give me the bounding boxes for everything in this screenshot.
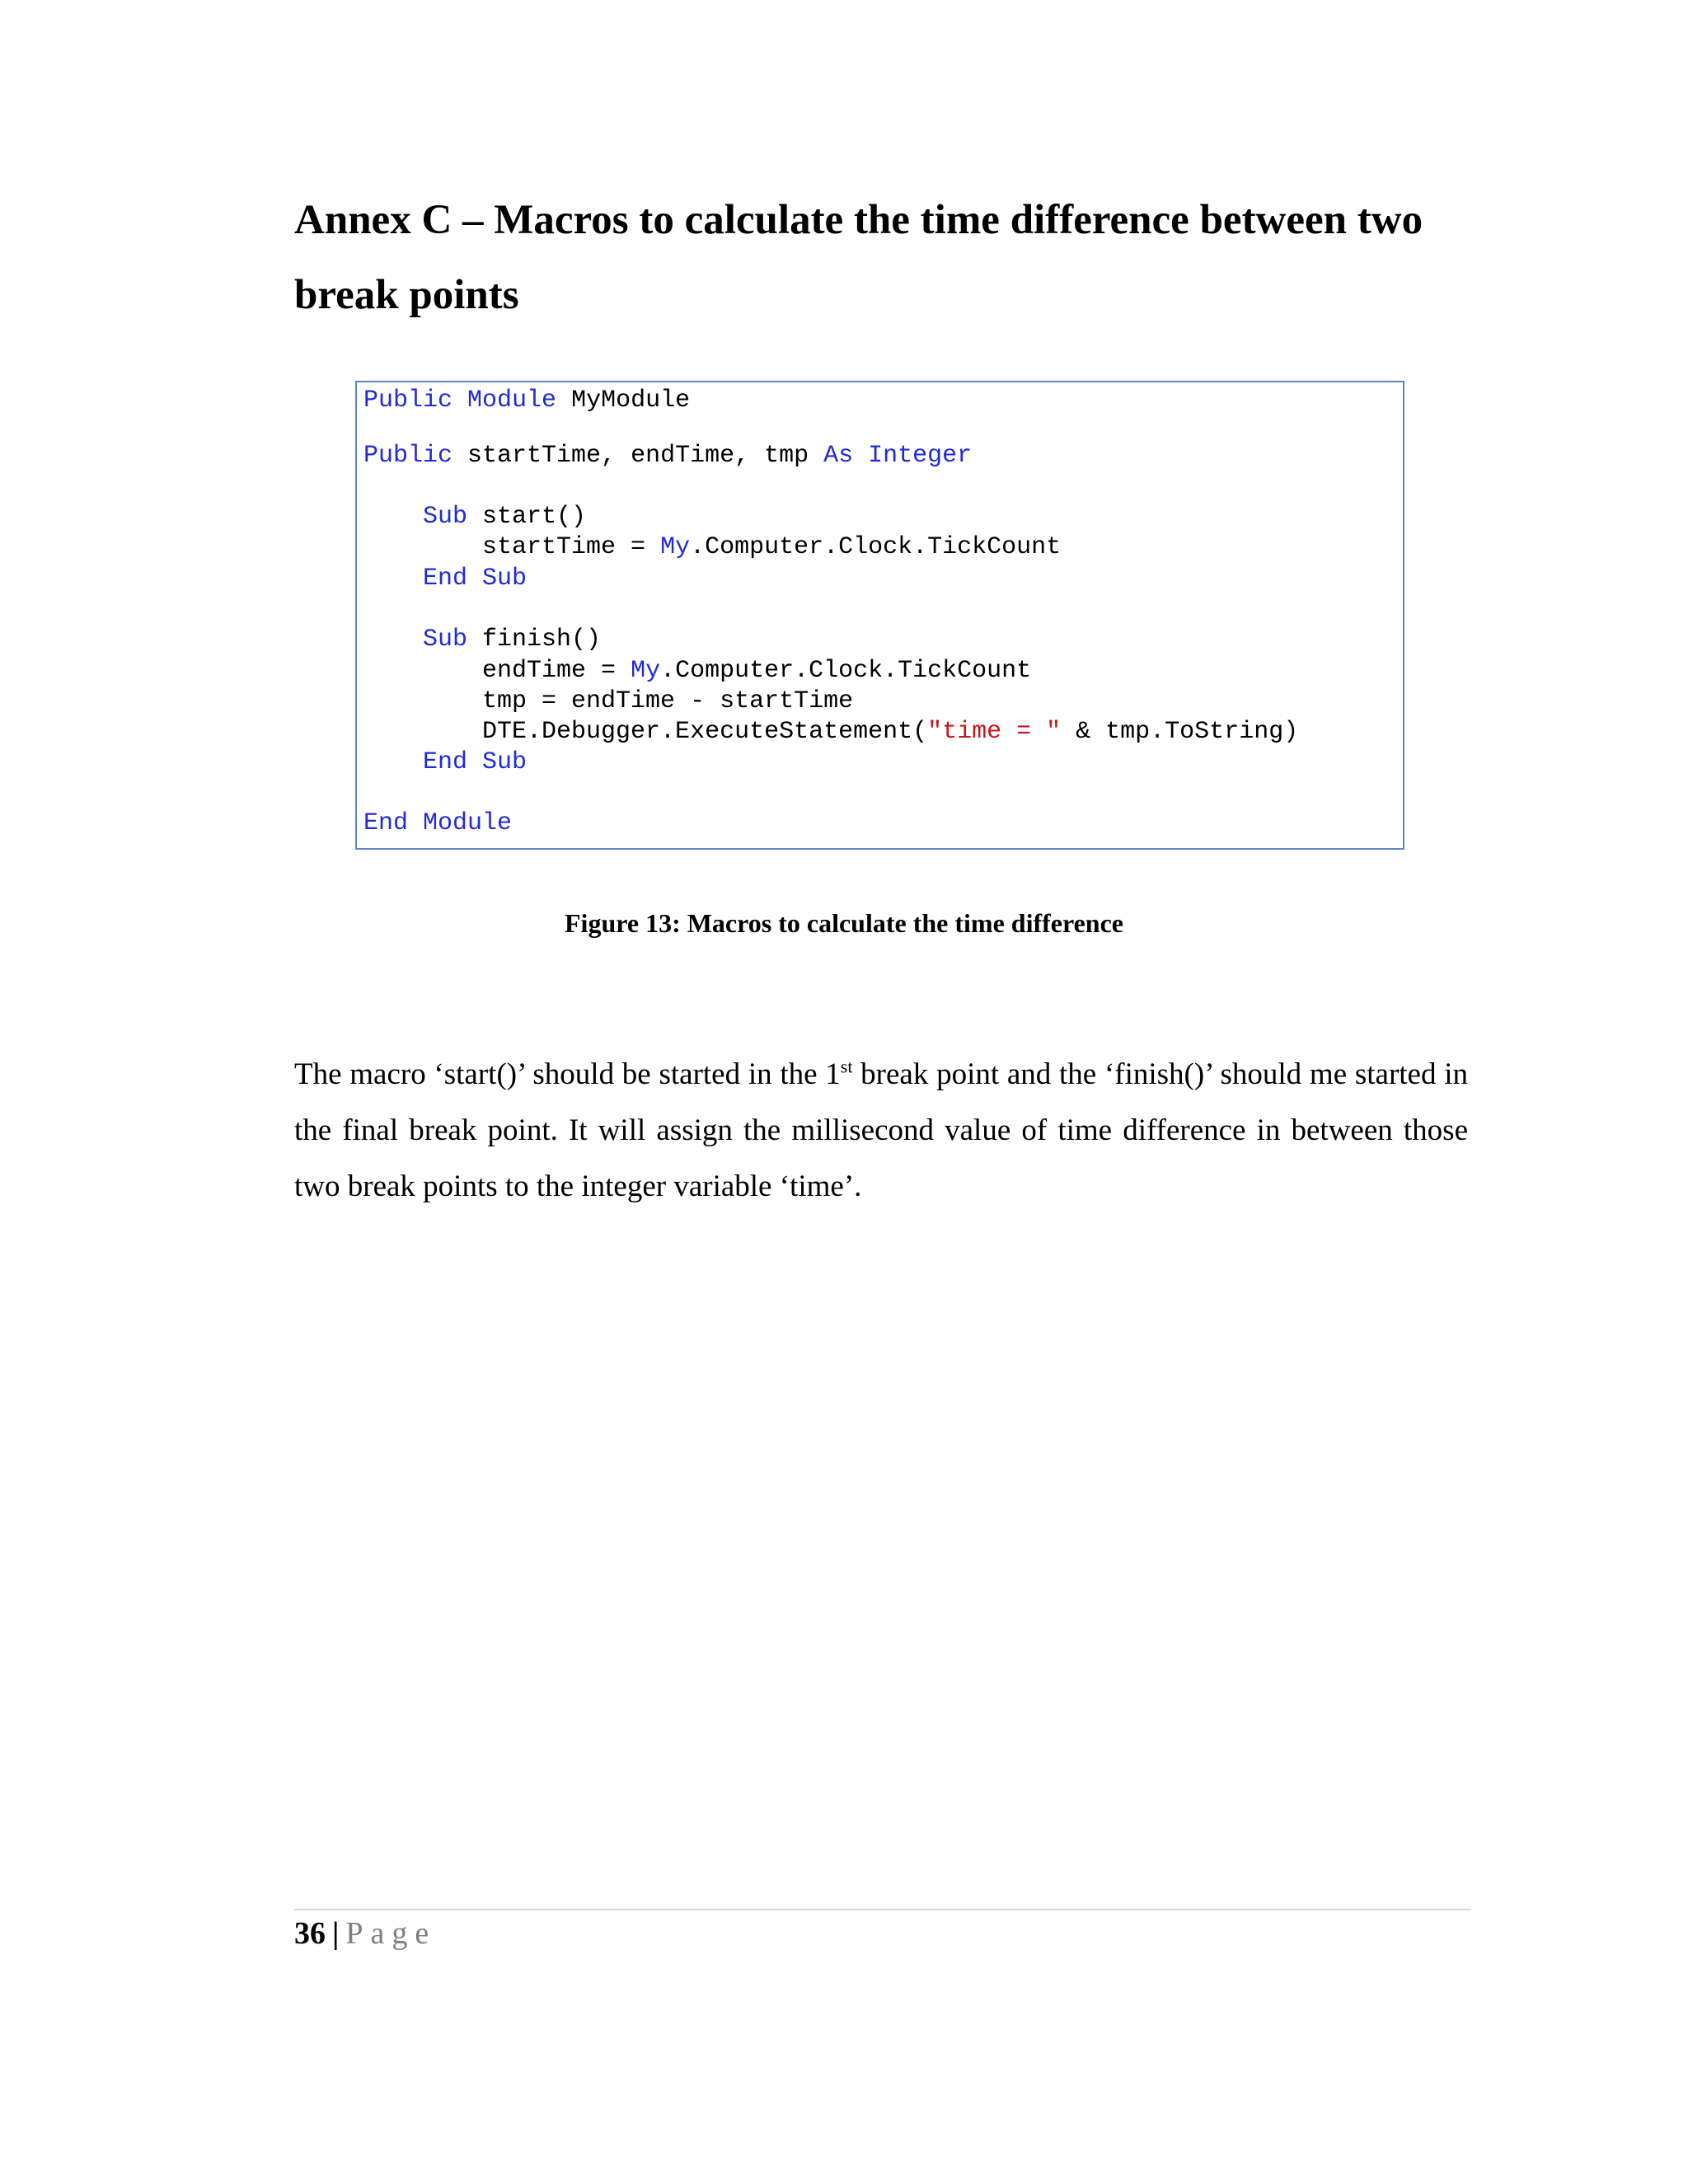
code-text: startTime = — [363, 533, 661, 561]
code-line-5 — [363, 564, 527, 594]
code-figure — [355, 381, 1404, 850]
ordinal-superscript: st — [840, 1056, 853, 1077]
code-keyword: As — [823, 442, 854, 470]
footer-divider — [294, 1909, 1471, 1910]
code-keyword: Module — [467, 387, 557, 415]
code-text: DTE.Debugger.ExecuteStatement( — [363, 718, 928, 746]
code-text: startTime, endTime, tmp — [452, 442, 824, 470]
code-indent — [363, 748, 423, 776]
code-keyword: Sub — [423, 626, 468, 654]
code-text: MyModule — [556, 387, 691, 415]
code-line-8 — [363, 687, 853, 717]
code-indent — [363, 565, 423, 593]
code-line-11 — [363, 808, 512, 839]
code-text: .Computer.Clock.TickCount — [660, 657, 1032, 685]
page-footer — [294, 1910, 436, 1957]
code-keyword: Sub — [423, 503, 468, 531]
code-line-3 — [363, 502, 586, 532]
code-line-6 — [363, 625, 601, 655]
page-number: 36 — [294, 1916, 326, 1951]
code-line-2 — [363, 441, 972, 471]
paragraph-text: The macro ‘start()’ should be started in the 1 — [294, 1057, 841, 1091]
page-label: Page — [345, 1916, 437, 1951]
footer-separator: | — [332, 1916, 340, 1951]
code-text: .Computer.Clock.TickCount — [690, 533, 1062, 561]
page-heading: Annex C – Macros to calculate the time difference between two break points — [294, 197, 1423, 318]
code-keyword: My — [660, 533, 691, 561]
code-text: start() — [467, 503, 587, 531]
code-string: "time = " — [927, 718, 1062, 746]
code-indent — [363, 626, 423, 654]
figure-caption: Figure 13: Macros to calculate the time difference — [565, 908, 1123, 938]
code-keyword: Public — [363, 387, 453, 415]
code-keyword: Public — [363, 442, 453, 470]
code-line-1 — [363, 386, 690, 416]
code-line-9 — [363, 717, 1298, 748]
body-paragraph — [294, 1047, 1468, 1215]
code-text: finish() — [467, 626, 602, 654]
code-keyword: My — [631, 657, 661, 685]
code-keyword: Integer — [868, 442, 973, 470]
code-line-7 — [363, 656, 1031, 687]
code-text: tmp = endTime - startTime — [363, 687, 854, 715]
code-keyword: End Sub — [423, 748, 528, 776]
code-line-4 — [363, 532, 1061, 563]
code-text: & tmp.ToString) — [1061, 718, 1299, 746]
paragraph-text: break point and the ‘finish()’ should me started in the final break point. It will assign the millisecond value of time difference in between those two break points to the integer variable ‘time’. — [294, 1057, 1468, 1203]
code-keyword: End Sub — [423, 565, 528, 593]
code-keyword: End Module — [363, 809, 513, 837]
code-line-10 — [363, 748, 527, 778]
code-indent — [363, 503, 423, 531]
code-text: endTime = — [363, 657, 631, 685]
